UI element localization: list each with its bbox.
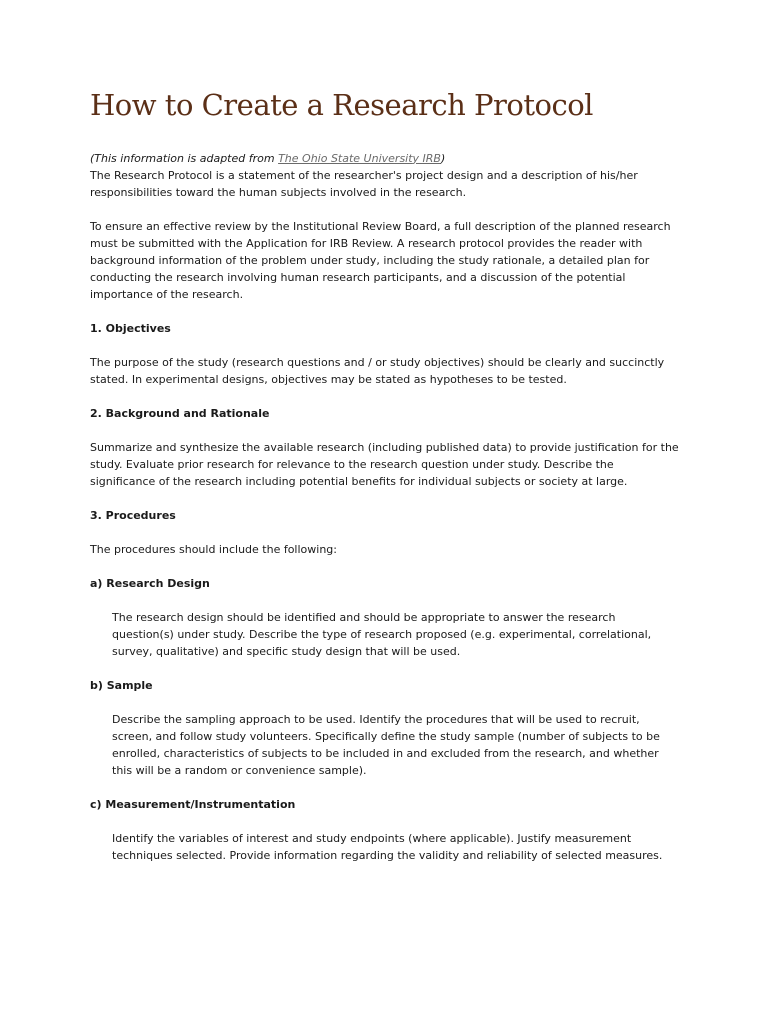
subsection-body-sample: Describe the sampling approach to be used. Identify the procedures that will be used to recruit, screen, and follow study volunteers. Specifically define the study sample (number of subjects to be enrolled, characteristics of subjects to be included in and excluded from the research, and whether this will be a random or convenience sample). [112,712,660,777]
section-body-background: Summarize and synthesize the available research (including published data) to provide justification for the study. Evaluate prior research for relevance to the research question under study. Describe the significance of the research including potential benefits for individual subjects or society at large. [90,440,679,488]
section-body-procedures: The procedures should include the following: [90,542,337,556]
section-heading-objectives: 1. Objectives [90,321,171,335]
document-page [90,88,680,864]
subsection-body-measurement: Identify the variables of interest and study endpoints (where applicable). Justify measurement techniques selected. Provide information regarding the validity and reliability of selected measures. [112,831,663,862]
subsection-heading-measurement: c) Measurement/Instrumentation [90,797,296,811]
adapted-note-prefix: (This information is adapted from [90,151,279,165]
subsection-body-research-design: The research design should be identified and should be appropriate to answer the research question(s) under study. Describe the type of research proposed (e.g. experimental, correlational, survey, qualitative) and specific study design that will be used. [112,610,652,658]
intro-paragraph-2: To ensure an effective review by the Institutional Review Board, a full description of the planned research must be submitted with the Application for IRB Review. A research protocol provides the reader with background information of the problem under study, including the study rationale, a detailed plan for conducting the research involving human research participants, and a discussion of the potential importance of the research. [90,219,671,301]
subsection-heading-research-design: a) Research Design [90,576,210,590]
adapted-note-suffix: ) [440,151,446,165]
section-heading-background: 2. Background and Rationale [90,406,270,420]
section-heading-procedures: 3. Procedures [90,508,176,522]
intro-paragraph-1: The Research Protocol is a statement of the researcher's project design and a description of his/her responsibilities toward the human subjects involved in the research. [90,168,638,199]
adapted-note [90,150,680,167]
ohio-state-irb-link[interactable]: The Ohio State University IRB [278,151,441,165]
section-body-objectives: The purpose of the study (research questions and / or study objectives) should be clearly and succinctly stated. In experimental designs, objectives may be stated as hypotheses to be tested. [90,355,665,386]
page-title: How to Create a Research Protocol [90,88,593,122]
subsection-heading-sample: b) Sample [90,678,153,692]
